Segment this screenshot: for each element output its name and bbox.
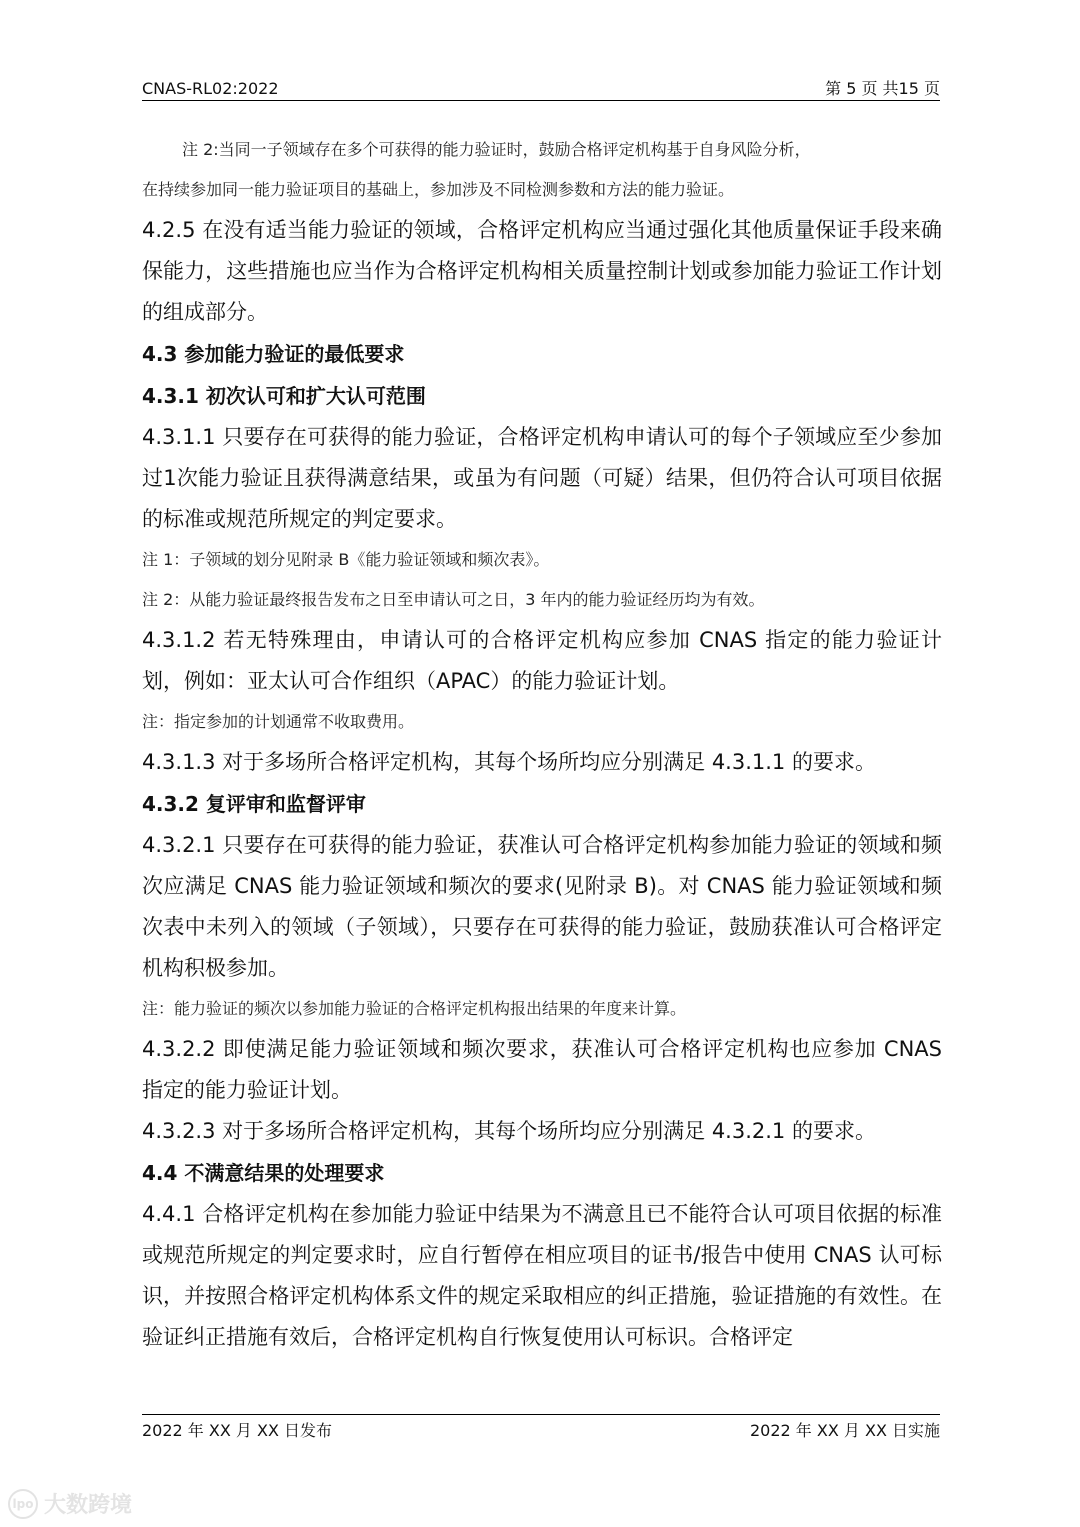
note-line: 注 1：子领域的划分见附录 B《能力验证领域和频次表》。 — [142, 550, 550, 569]
paragraph-4-3-1-3: 4.3.1.3 对于多场所合格评定机构，其每个场所均应分别满足 4.3.1.1 的要求。 — [142, 750, 876, 774]
page-footer — [142, 1418, 940, 1441]
page-number: 第 5 页 共15 页 — [825, 79, 940, 98]
header-rule — [142, 100, 940, 101]
watermark — [8, 1488, 132, 1519]
heading-4-4: 4.4 不满意结果的处理要求 — [142, 1161, 385, 1185]
note-line: 注：指定参加的计划通常不收取费用。 — [142, 712, 415, 731]
document-body — [142, 130, 942, 1358]
note-line: 注 2：从能力验证最终报告发布之日至申请认可之日，3 年内的能力验证经历均为有效。 — [142, 590, 765, 609]
note-line: 注 2:当同一子领域存在多个可获得的能力验证时，鼓励合格评定机构基于自身风险分析， — [182, 140, 811, 159]
publish-date: 2022 年 XX 月 XX 日发布 — [142, 1421, 332, 1440]
note-line: 注：能力验证的频次以参加能力验证的合格评定机构报出结果的年度来计算。 — [142, 999, 687, 1018]
paragraph-4-3-1-1: 4.3.1.1 只要存在可获得的能力验证，合格评定机构申请认可的每个子领域应至少参加过1次能力验证且获得满意结果，或虽为有问题（可疑）结果，但仍符合认可项目依据的标准或规范所规定的判定要求。 — [142, 425, 942, 531]
footer-rule — [142, 1414, 940, 1415]
doc-code: CNAS-RL02:2022 — [142, 79, 279, 98]
page-header — [142, 76, 940, 99]
paragraph-4-3-2-3: 4.3.2.3 对于多场所合格评定机构，其每个场所均应分别满足 4.3.2.1 的要求。 — [142, 1119, 876, 1143]
heading-4-3-2: 4.3.2 复评审和监督评审 — [142, 792, 366, 816]
paragraph-4-3-2-1: 4.3.2.1 只要存在可获得的能力验证，获准认可合格评定机构参加能力验证的领域和频次应满足 CNAS 能力验证领域和频次的要求(见附录 B)。对 CNAS 能力验证领域和频次表中未列入的领域（子领域），只要存在可获得的能力验证，鼓励获准认可合格评定机构积极参加。 — [142, 833, 942, 980]
heading-4-3-1: 4.3.1 初次认可和扩大认可范围 — [142, 384, 426, 408]
watermark-text: 大数跨境 — [44, 1493, 133, 1518]
watermark-logo-icon: lpo — [8, 1489, 38, 1519]
heading-4-3: 4.3 参加能力验证的最低要求 — [142, 342, 405, 366]
paragraph-4-3-2-2: 4.3.2.2 即使满足能力验证领域和频次要求，获准认可合格评定机构也应参加 CNAS 指定的能力验证计划。 — [142, 1037, 942, 1102]
implement-date: 2022 年 XX 月 XX 日实施 — [750, 1421, 940, 1440]
note-line: 在持续参加同一能力验证项目的基础上，参加涉及不同检测参数和方法的能力验证。 — [142, 180, 735, 199]
paragraph-4-2-5: 4.2.5 在没有适当能力验证的领域，合格评定机构应当通过强化其他质量保证手段来确保能力，这些措施也应当作为合格评定机构相关质量控制计划或参加能力验证工作计划的组成部分。 — [142, 218, 942, 324]
paragraph-4-3-1-2: 4.3.1.2 若无特殊理由，申请认可的合格评定机构应参加 CNAS 指定的能力验证计划，例如：亚太认可合作组织（APAC）的能力验证计划。 — [142, 628, 942, 693]
paragraph-4-4-1: 4.4.1 合格评定机构在参加能力验证中结果为不满意且已不能符合认可项目依据的标准或规范所规定的判定要求时，应自行暂停在相应项目的证书/报告中使用 CNAS 认可标识，并按照合格评定机构体系文件的规定采取相应的纠正措施，验证措施的有效性。在验证纠正措施有效后，合格评定机构自行恢复使用认可标识。合格评定 — [142, 1202, 942, 1349]
